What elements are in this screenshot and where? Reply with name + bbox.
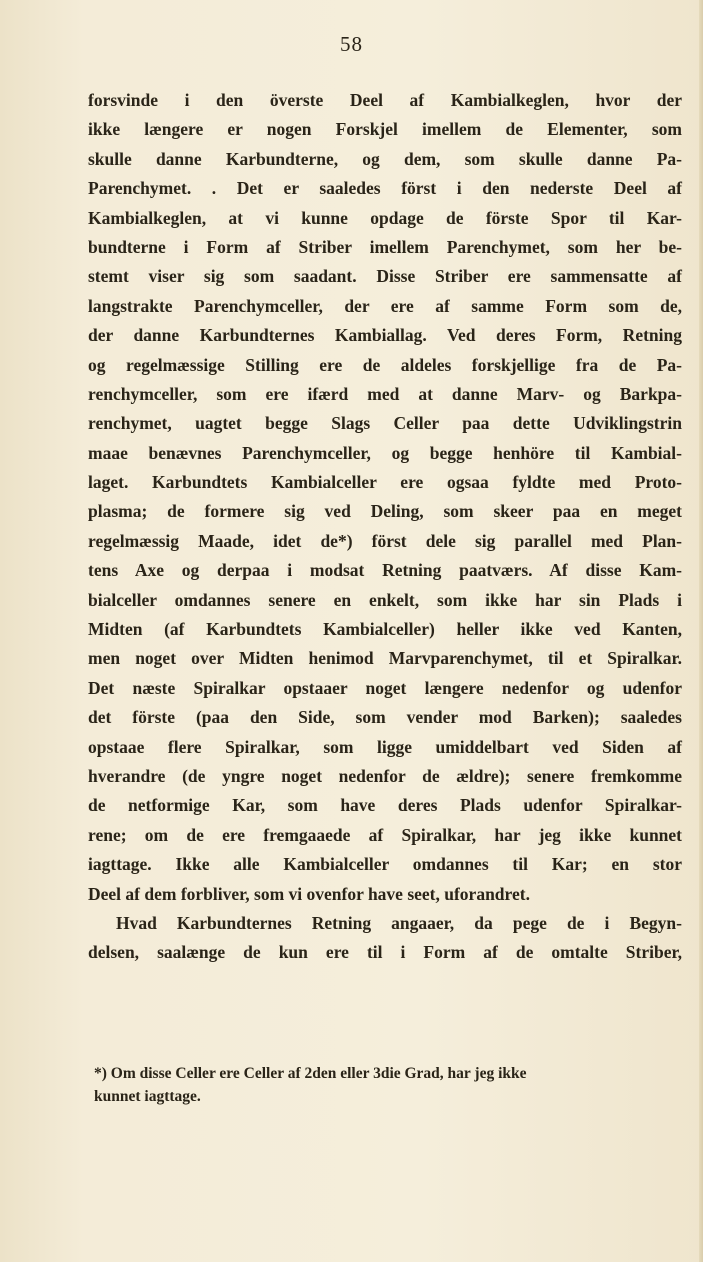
text-line: ikke længere er nogen Forskjel imellem de Elementer, som <box>88 119 682 140</box>
text-line: Midten (af Karbundtets Kambialceller) heller ikke ved Kanten, <box>88 619 682 640</box>
text-line: renchymceller, som ere ifærd med at danne Marv- og Barkpa- <box>88 383 682 404</box>
text-line: hverandre (de yngre noget nedenfor de ældre); senere fremkomme <box>88 765 682 786</box>
text-line: renchymet, uagtet begge Slags Celler paa dette Udviklingstrin <box>88 413 682 434</box>
text-line: bialceller omdannes senere en enkelt, som ikke har sin Plads i <box>88 589 682 610</box>
text-line: Kambialkeglen, at vi kunne opdage de förste Spor til Kar- <box>88 207 682 228</box>
text-line: der danne Karbundternes Kambiallag. Ved deres Form, Retning <box>88 325 682 346</box>
body-text <box>88 86 682 968</box>
text-line: Deel af dem forbliver, som vi ovenfor have seet, uforandret. <box>88 883 530 904</box>
text-line: regelmæssig Maade, idet de*) först dele sig parallel med Plan- <box>88 530 682 551</box>
text-line: forsvinde i den överste Deel af Kambialkeglen, hvor der <box>88 90 682 110</box>
text-line: bundterne i Form af Striber imellem Parenchymet, som her be- <box>88 236 682 257</box>
text-line: maae benævnes Parenchymceller, og begge henhöre til Kambial- <box>88 442 682 463</box>
text-line: de netformige Kar, som have deres Plads udenfor Spiralkar- <box>88 795 682 816</box>
text-line: langstrakte Parenchymceller, der ere af samme Form som de, <box>88 295 682 316</box>
text-line: Det næste Spiralkar opstaaer noget længere nedenfor og udenfor <box>88 677 682 698</box>
text-line: Parenchymet. . Det er saaledes först i den nederste Deel af <box>88 178 682 199</box>
text-line: og regelmæssige Stilling ere de aldeles forskjellige fra de Pa- <box>88 354 682 375</box>
page-edge <box>699 0 703 1262</box>
text-line: skulle danne Karbundterne, og dem, som skulle danne Pa- <box>88 148 682 169</box>
page-number: 58 <box>340 32 363 56</box>
text-line: tens Axe og derpaa i modsat Retning paatværs. Af disse Kam- <box>88 560 682 581</box>
text-line: Hvad Karbundternes Retning angaaer, da pege de i Begyn- <box>116 912 682 933</box>
text-line: opstaae flere Spiralkar, som ligge umiddelbart ved Siden af <box>88 736 682 757</box>
text-line: iagttage. Ikke alle Kambialceller omdannes til Kar; en stor <box>88 854 682 875</box>
text-line: stemt viser sig som saadant. Disse Striber ere sammensatte af <box>88 266 682 287</box>
footnote <box>94 1062 682 1108</box>
text-line: laget. Karbundtets Kambialceller ere ogsaa fyldte med Proto- <box>88 472 682 493</box>
text-line: men noget over Midten henimod Marvparenchymet, til et Spiralkar. <box>88 648 682 669</box>
text-line: plasma; de formere sig ved Deling, som skeer paa en meget <box>88 501 682 522</box>
footnote-line: kunnet iagttage. <box>94 1088 201 1105</box>
text-line: det förste (paa den Side, som vender mod Barken); saaledes <box>88 707 682 728</box>
text-line: rene; om de ere fremgaaede af Spiralkar, har jeg ikke kunnet <box>88 824 682 845</box>
text-line: delsen, saalænge de kun ere til i Form af de omtalte Striber, <box>88 942 682 963</box>
footnote-line: *) Om disse Celler ere Celler af 2den eller 3die Grad, har jeg ikke <box>94 1065 527 1082</box>
